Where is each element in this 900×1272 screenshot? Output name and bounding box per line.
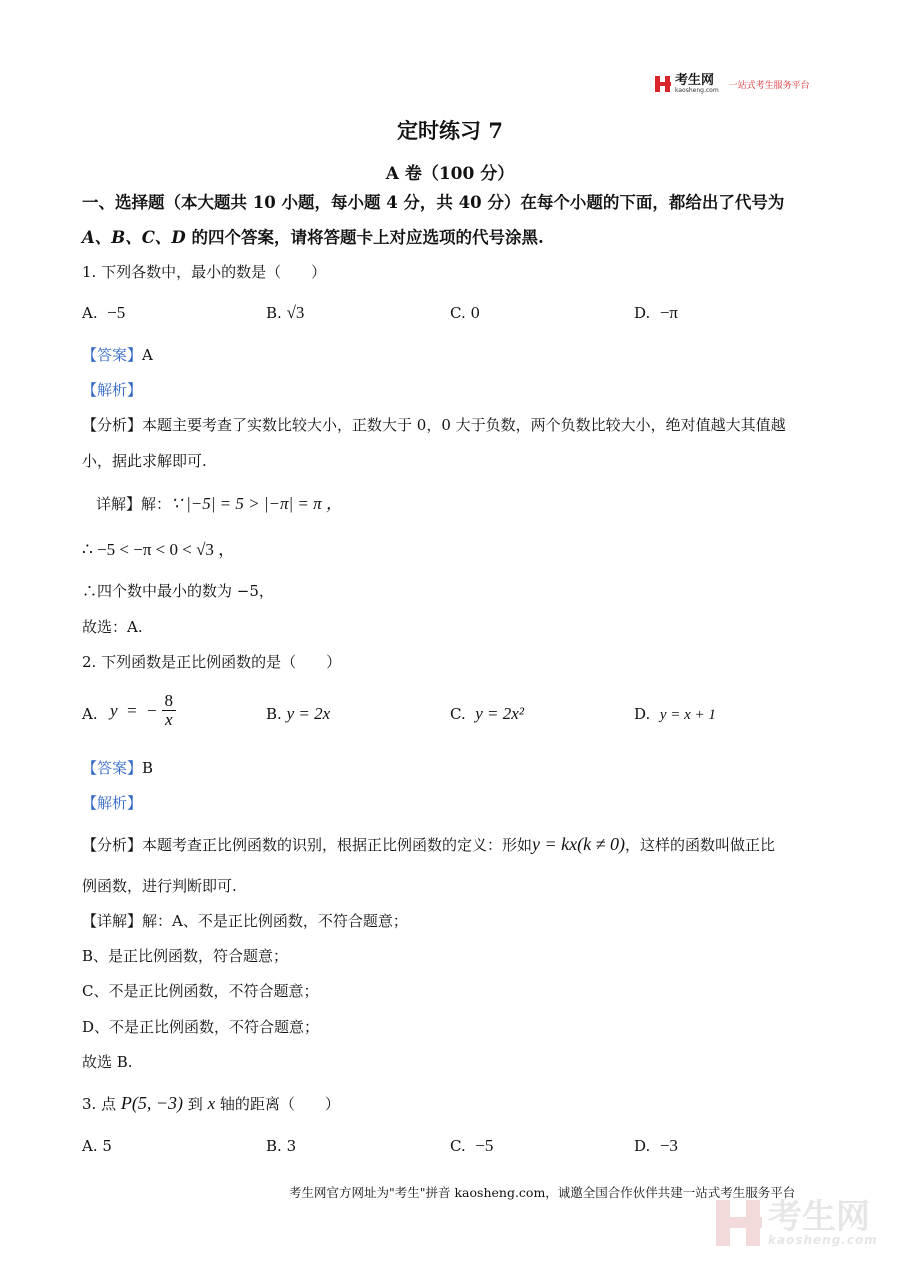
logo-text: 考生网 [675,73,715,88]
q1-answer-value: A [142,346,153,364]
q1-option-b: B. √3 [266,303,305,322]
q3-option-d: D. −3 [634,1136,678,1155]
logo-slogan: 一站式考生服务平台 [728,80,810,91]
q1-answer [82,345,153,365]
q2-detail-c: C、不是正比例函数，不符合题意； [82,982,319,1000]
q3-option-c: C. −5 [450,1136,494,1155]
watermark-url: kaosheng.com [768,1233,878,1247]
q2-option-a: A. [82,705,98,723]
watermark-text: 考生网 [768,1197,870,1237]
q2-option-b: B. y = 2x [266,704,331,723]
q1-answer-tag: 【答案】 [82,346,143,364]
q1-option-a: A. −5 [82,303,126,322]
q2-choose: 故选 B. [82,1053,133,1071]
q3-stem: 3. 点 P(5, −3) 到 x 轴的距离（ ） [82,1093,340,1113]
q1-choose: 故选：A. [82,618,143,636]
q1-option-c: C. 0 [450,304,481,322]
q2-option-d: D. y = x + 1 [634,705,716,723]
watermark-logo-icon [716,1200,762,1246]
q3-option-b: B. 3 [266,1137,297,1155]
q2-option-c: C. y = 2x² [450,704,524,723]
q2-fenxi-line2: 例函数，进行判断即可. [82,877,237,895]
q2-stem: 2. 下列函数是正比例函数的是（ ） [82,653,342,671]
q2-detail: 【详解】解：A、不是正比例函数，不符合题意； [82,912,408,930]
q1-step3: ∴四个数中最小的数为 −5， [82,582,274,600]
page-subtitle: A 卷（100 分） [385,164,515,184]
q2-answer-tag: 【答案】 [82,759,143,777]
page-footer: 考生网官方网址为"考生"拼音 kaosheng.com，诚邀全国合作伙伴共建一站式考生服务平台 [289,1185,796,1200]
q1-detail: 详解】解：∵ |−5| = 5 > |−π| = π ， [96,494,343,513]
q1-stem: 1. 下列各数中，最小的数是（ ） [82,263,327,281]
q3-option-a: A. 5 [82,1137,112,1155]
q1-step2: ∴ −5 < −π < 0 < √3 ， [82,540,236,559]
q2-option-a-expr: y = − $\frac{8}{x}$ [110,692,176,729]
page-title: 定时练习 7 [397,118,503,143]
q2-fenxi-line1: 【分析】本题考查正比例函数的识别，根据正比例函数的定义：形如y = kx(k ≠ 0)，这样的函数叫做正比 [82,834,776,854]
q1-fenxi-line2: 小，据此求解即可. [82,452,207,470]
section-heading-line1: 一、选择题（本大题共 10 小题，每小题 4 分，共 40 分）在每个小题的下面，都给出了代号为 [82,193,785,212]
q2-detail-d: D、不是正比例函数，不符合题意； [82,1018,320,1036]
q2-answer-value: B [142,759,154,777]
section-heading-line2 [82,227,544,249]
q2-analysis-tag: 【解析】 [82,794,143,812]
brand-logo [655,74,810,94]
fraction-8-over-x: $\frac{8}{x}$ [162,692,176,729]
section-heading-rest: 的四个答案，请将答题卡上对应选项的代号涂黑. [185,228,544,247]
q1-option-d: D. −π [634,303,678,322]
q1-analysis-tag: 【解析】 [82,381,143,399]
logo-mark-icon [655,76,671,92]
q1-fenxi-line1: 【分析】本题主要考查了实数比较大小，正数大于 0，0 大于负数，两个负数比较大小，绝对值越大其值越 [82,416,786,434]
section-letters: A、B、C、D [82,228,186,247]
q2-detail-b: B、是正比例函数，符合题意； [82,947,289,965]
q2-answer [82,758,153,778]
logo-url: kaosheng.com [675,87,719,94]
watermark [716,1197,878,1247]
